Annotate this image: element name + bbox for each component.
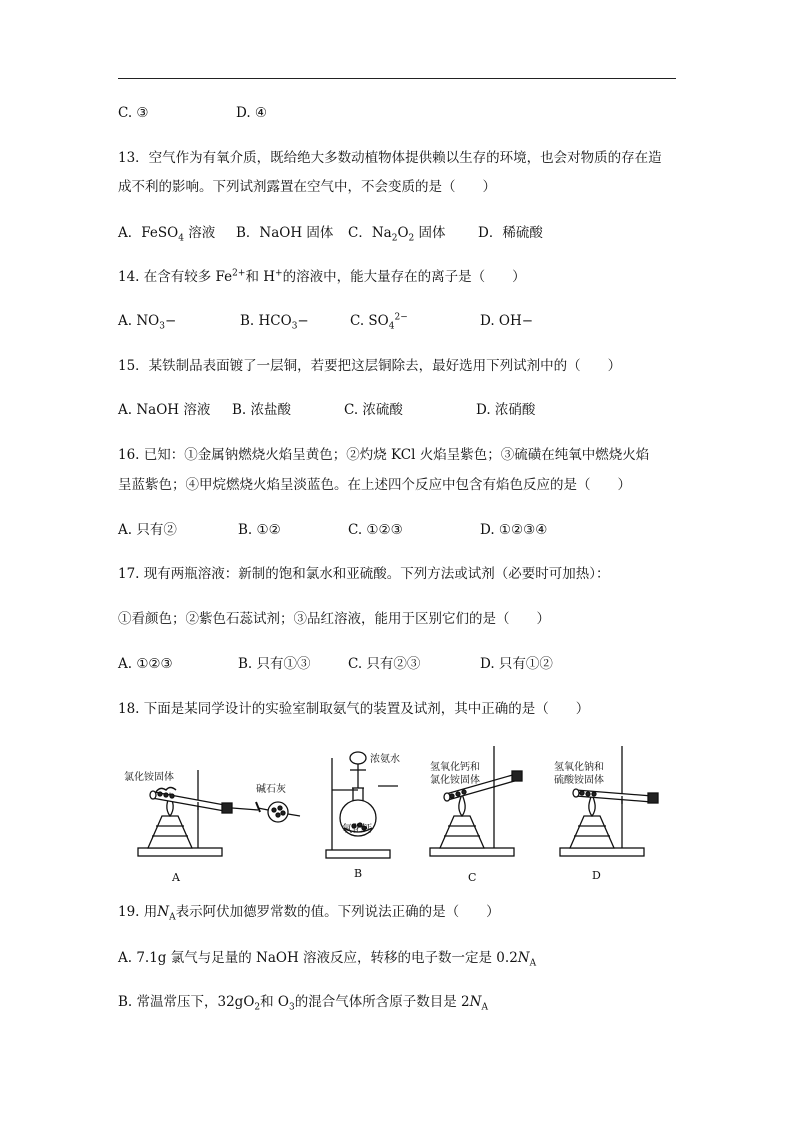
caption-a: A <box>172 871 180 884</box>
q16-option-a[interactable]: A. 只有② <box>118 522 177 538</box>
q13-option-a[interactable]: A．FeSO$_4$ 溶液 <box>118 225 216 244</box>
q14-stem: 14. 在含有较多 $Fe^{2+}$和 H+的溶液中，能大量存在的离子是（ ） <box>118 268 526 285</box>
q15-option-b[interactable]: B. 浓盐酸 <box>232 402 292 418</box>
q15-option-a[interactable]: A. NaOH 溶液 <box>118 402 211 418</box>
q18-stem: 18. 下面是某同学设计的实验室制取氨气的装置及试剂，其中正确的是（ ） <box>118 701 590 717</box>
q17-option-c[interactable]: C. 只有②③ <box>348 656 421 672</box>
q14-option-a[interactable]: A. $NO_3-$ <box>118 313 177 332</box>
q17-option-b[interactable]: B. 只有①③ <box>238 656 311 672</box>
q14-option-c[interactable]: C. $SO_4^{2-}$ <box>350 312 408 332</box>
q15-stem: 15．某铁制品表面镀了一层铜，若要把这层铜除去，最好选用下列试剂中的（ ） <box>118 358 622 374</box>
caption-d: D <box>592 869 601 882</box>
label-a-reagent: 氯化铵固体 <box>124 772 174 783</box>
label-c-line2: 氯化铵固体 <box>430 775 480 786</box>
label-d-line2: 硫酸铵固体 <box>554 775 604 786</box>
label-a-drier: 碱石灰 <box>256 784 286 795</box>
option-c[interactable]: C. ③ <box>118 105 149 121</box>
q16-stem-line1: 16. 已知：①金属钠燃烧火焰呈黄色；②灼烧 KCl 火焰呈紫色；③硫磺在纯氧中燃烧火焰 <box>118 447 650 463</box>
q13-stem-line1: 13．空气作为有氧介质，既给绝大多数动植物体提供赖以生存的环境，也会对物质的存在造 <box>118 150 662 166</box>
q17-stem-line2: ①看颜色；②紫色石蕊试剂；③品红溶液，能用于区别它们的是（ ） <box>118 611 550 627</box>
q18-apparatus-figure <box>118 740 678 890</box>
q19-option-a[interactable]: A. 7.1g 氯气与足量的 NaOH 溶液反应，转移的电子数一定是 $0.2N_A$ <box>118 950 537 969</box>
apparatus-b[interactable] <box>326 752 398 858</box>
q17-stem-line1: 17. 现有两瓶溶液：新制的饱和氯水和亚硫酸。下列方法或试剂（必要时可加热）： <box>118 566 610 582</box>
q13-option-c[interactable]: C．$Na_2O_2$ 固体 <box>348 225 446 244</box>
q13-option-d[interactable]: D．稀硫酸 <box>478 225 543 241</box>
q17-option-d[interactable]: D. 只有①② <box>480 656 553 672</box>
label-b-flask: 氧化钙 <box>342 824 372 835</box>
label-d-line1: 氢氧化钠和 <box>554 762 604 773</box>
q16-stem-line2: 呈蓝紫色；④甲烷燃烧火焰呈淡蓝色。在上述四个反应中包含有焰色反应的是（ ） <box>118 477 631 493</box>
q13-stem-line2: 成不利的影响。下列试剂露置在空气中，不会变质的是（ ） <box>118 179 496 195</box>
q16-option-c[interactable]: C. ①②③ <box>348 522 403 538</box>
q16-option-b[interactable]: B. ①② <box>238 522 281 538</box>
label-b-top: 浓氨水 <box>370 754 400 765</box>
header-rule <box>118 78 676 79</box>
q14-option-d[interactable]: D. OH− <box>480 313 534 329</box>
q19-stem: 19. 用$N_A$表示阿伏加德罗常数的值。下列说法正确的是（ ） <box>118 904 500 923</box>
label-c-line1: 氢氧化钙和 <box>430 762 480 773</box>
option-d[interactable]: D. ④ <box>236 105 268 121</box>
q15-option-c[interactable]: C. 浓硫酸 <box>344 402 403 418</box>
q17-option-a[interactable]: A. ①②③ <box>118 656 173 672</box>
q19-option-b[interactable]: B. 常温常压下，$32gO_2$和 $O_3$的混合气体所含原子数目是 $2N_A$ <box>118 994 488 1013</box>
q16-option-d[interactable]: D. ①②③④ <box>480 522 548 538</box>
q13-option-b[interactable]: B．NaOH 固体 <box>236 225 334 241</box>
q14-option-b[interactable]: B. $HCO_3-$ <box>240 313 309 332</box>
caption-b: B <box>354 867 363 880</box>
caption-c: C <box>468 871 477 884</box>
q15-option-d[interactable]: D. 浓硝酸 <box>476 402 536 418</box>
